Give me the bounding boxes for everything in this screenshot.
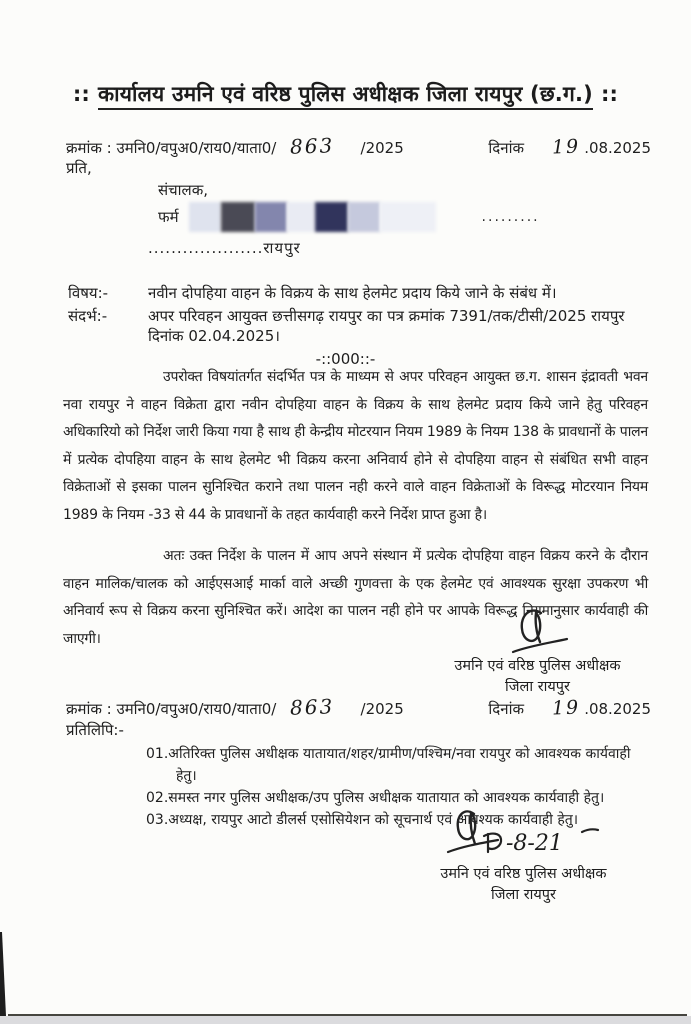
signature-scribble-1	[501, 608, 575, 656]
letter-head	[0, 80, 691, 108]
firm-redaction-block	[255, 202, 287, 232]
firm-trailing-dots: .........	[481, 209, 540, 225]
date-label: दिनांक	[488, 139, 525, 157]
reference-text: अपर परिवहन आयुक्त छत्तीसगढ़ रायपुर का पत्र क्रमांक 7391/तक/टीसी/2025 रायपुर दिनांक 02.04.2025।	[148, 307, 625, 345]
firm-line	[158, 200, 540, 234]
scan-bottom-strip	[0, 1016, 691, 1024]
page-title: कार्यालय उमनि एवं वरिष्ठ पुलिस अधीक्षक जिला रायपुर (छ.ग.)	[98, 82, 593, 110]
signatory-place-1: जिला रायपुर	[505, 679, 570, 695]
ref-date-group	[488, 136, 651, 158]
handwritten-date-day-bottom: 19	[551, 696, 581, 720]
ref-number-label-bottom: क्रमांक : उमनि0/वपुअ0/राय0/याता0/	[66, 700, 277, 718]
separator-ooo: -::000::-	[315, 350, 376, 368]
firm-redaction-block	[348, 202, 380, 232]
copies-label: प्रतिलिपि:-	[66, 721, 124, 739]
reference-label: संदर्भ:-	[68, 307, 108, 325]
date-rest-bottom: .08.2025	[584, 700, 651, 718]
copy-item-2: 02.समस्त नगर पुलिस अधीक्षक/उप पुलिस अधीक्षक यातायात को आवश्यक कार्यवाही हेतु।	[146, 790, 605, 806]
subject-label: विषय:-	[68, 284, 109, 302]
ref-year: /2025	[360, 139, 404, 157]
firm-redaction-block	[380, 202, 436, 232]
firm-redaction-block	[189, 202, 221, 232]
subject-row	[68, 283, 638, 303]
ref-line-top	[66, 134, 651, 158]
signatory-designation-1: उमनि एवं वरिष्ठ पुलिस अधीक्षक	[454, 658, 621, 674]
ref-year-bottom: /2025	[360, 700, 404, 718]
firm-redaction-block	[221, 202, 255, 232]
ref-number-group-bottom	[66, 695, 404, 719]
date-rest: .08.2025	[584, 139, 651, 157]
handwritten-ref-number-bottom: 863	[289, 694, 335, 720]
city-name: रायपुर	[263, 239, 301, 257]
signature-block-1	[430, 608, 645, 698]
handwritten-sig-date: -8-21	[505, 831, 563, 856]
firm-redaction-block	[315, 202, 348, 232]
addressee-city-line	[148, 238, 301, 258]
body-paragraph-1: उपरोक्त विषयांतर्गत संदर्भित पत्र के माध्यम से अपर परिवहन आयुक्त छ.ग. शासन इंद्रावती भवन नवा रायपुर ने वाहन विक्रेता द्वारा नवीन दोपहिया वाहन के विक्रय के साथ हेलमेट प्रदाय किये जाने हेतु परिवहन अधिकारियो को निर्देश जारी किया गया है साथ ही केन्द्रीय मोटरयान नियम 1989 के नियम 138 के प्रावधानों के पालन में प्रत्येक दोपहिया वाहन के साथ हेलमेट भी विक्रय करना अनिवार्य होने से दोपहिया वाहन से संबंधित सभी वाहन विक्रेताओं से इसका पालन सुनिश्चित कराने तथा पालन नही करने वाले वाहन विक्रेताओं के विरूद्ध मोटरयान नियम 1989 के नियम -33 से 44 के प्रावधानों के तहत कार्यवाही करने निर्देश प्राप्त हुआ है।	[63, 369, 648, 523]
firm-redaction-strip	[189, 202, 436, 232]
signatory-place-2: जिला रायपुर	[491, 887, 556, 903]
title-colon-right: ::	[600, 82, 619, 106]
date-label-bottom: दिनांक	[488, 700, 525, 718]
firm-label: फर्म	[158, 208, 179, 226]
body-paragraph-2: अतः उक्त निर्देश के पालन में आप अपने संस्थान में प्रत्येक दोपहिया वाहन विक्रय करने के दौरान वाहन मालिक/चालक को आईएसआई मार्का वाले अच्छी गुणवत्ता के एक हेलमेट एवं आवश्यक सुरक्षा उपकरण भी अनिवार्य रूप से विक्रय करना सुनिश्चित करें। आदेश का पालन नही होने पर आपके विरूद्ध नियमानुसार कार्यवाही की जाएगी।	[63, 548, 648, 647]
signatory-designation-2: उमनि एवं वरिष्ठ पुलिस अधीक्षक	[440, 866, 607, 882]
prati-label: प्रति,	[66, 159, 92, 177]
ref-number-label: क्रमांक : उमनि0/वपुअ0/राय0/याता0/	[66, 139, 277, 157]
addressee-line1: संचालक,	[158, 181, 209, 199]
copy-item-1: 01.अतिरिक्त पुलिस अधीक्षक यातायात/शहर/ग्रामीण/पश्चिम/नवा रायपुर को आवश्यक कार्यवाही हेतु।	[146, 746, 631, 784]
scan-edge-artifact	[0, 932, 6, 1016]
signature-block-2	[406, 806, 641, 906]
city-leader-dots: ....................	[148, 239, 264, 257]
copy-item-3: 03.अध्यक्ष, रायपुर आटो डीलर्स एसोसियेशन को सूचनार्थ एवं आवश्यक कार्यवाही हेतु।	[146, 812, 579, 828]
title-colon-left: ::	[72, 82, 91, 106]
firm-redaction-block	[287, 202, 315, 232]
ref-date-group-bottom	[488, 697, 651, 719]
ref-line-bottom	[66, 695, 651, 719]
reference-row	[68, 306, 638, 346]
ref-number-group	[66, 134, 404, 158]
handwritten-date-day: 19	[551, 135, 581, 159]
signature-scribble-2	[444, 806, 604, 862]
handwritten-ref-number: 863	[289, 133, 335, 159]
subject-text: नवीन दोपहिया वाहन के विक्रय के साथ हेलमेट प्रदाय किये जाने के संबंध में।	[148, 284, 557, 302]
